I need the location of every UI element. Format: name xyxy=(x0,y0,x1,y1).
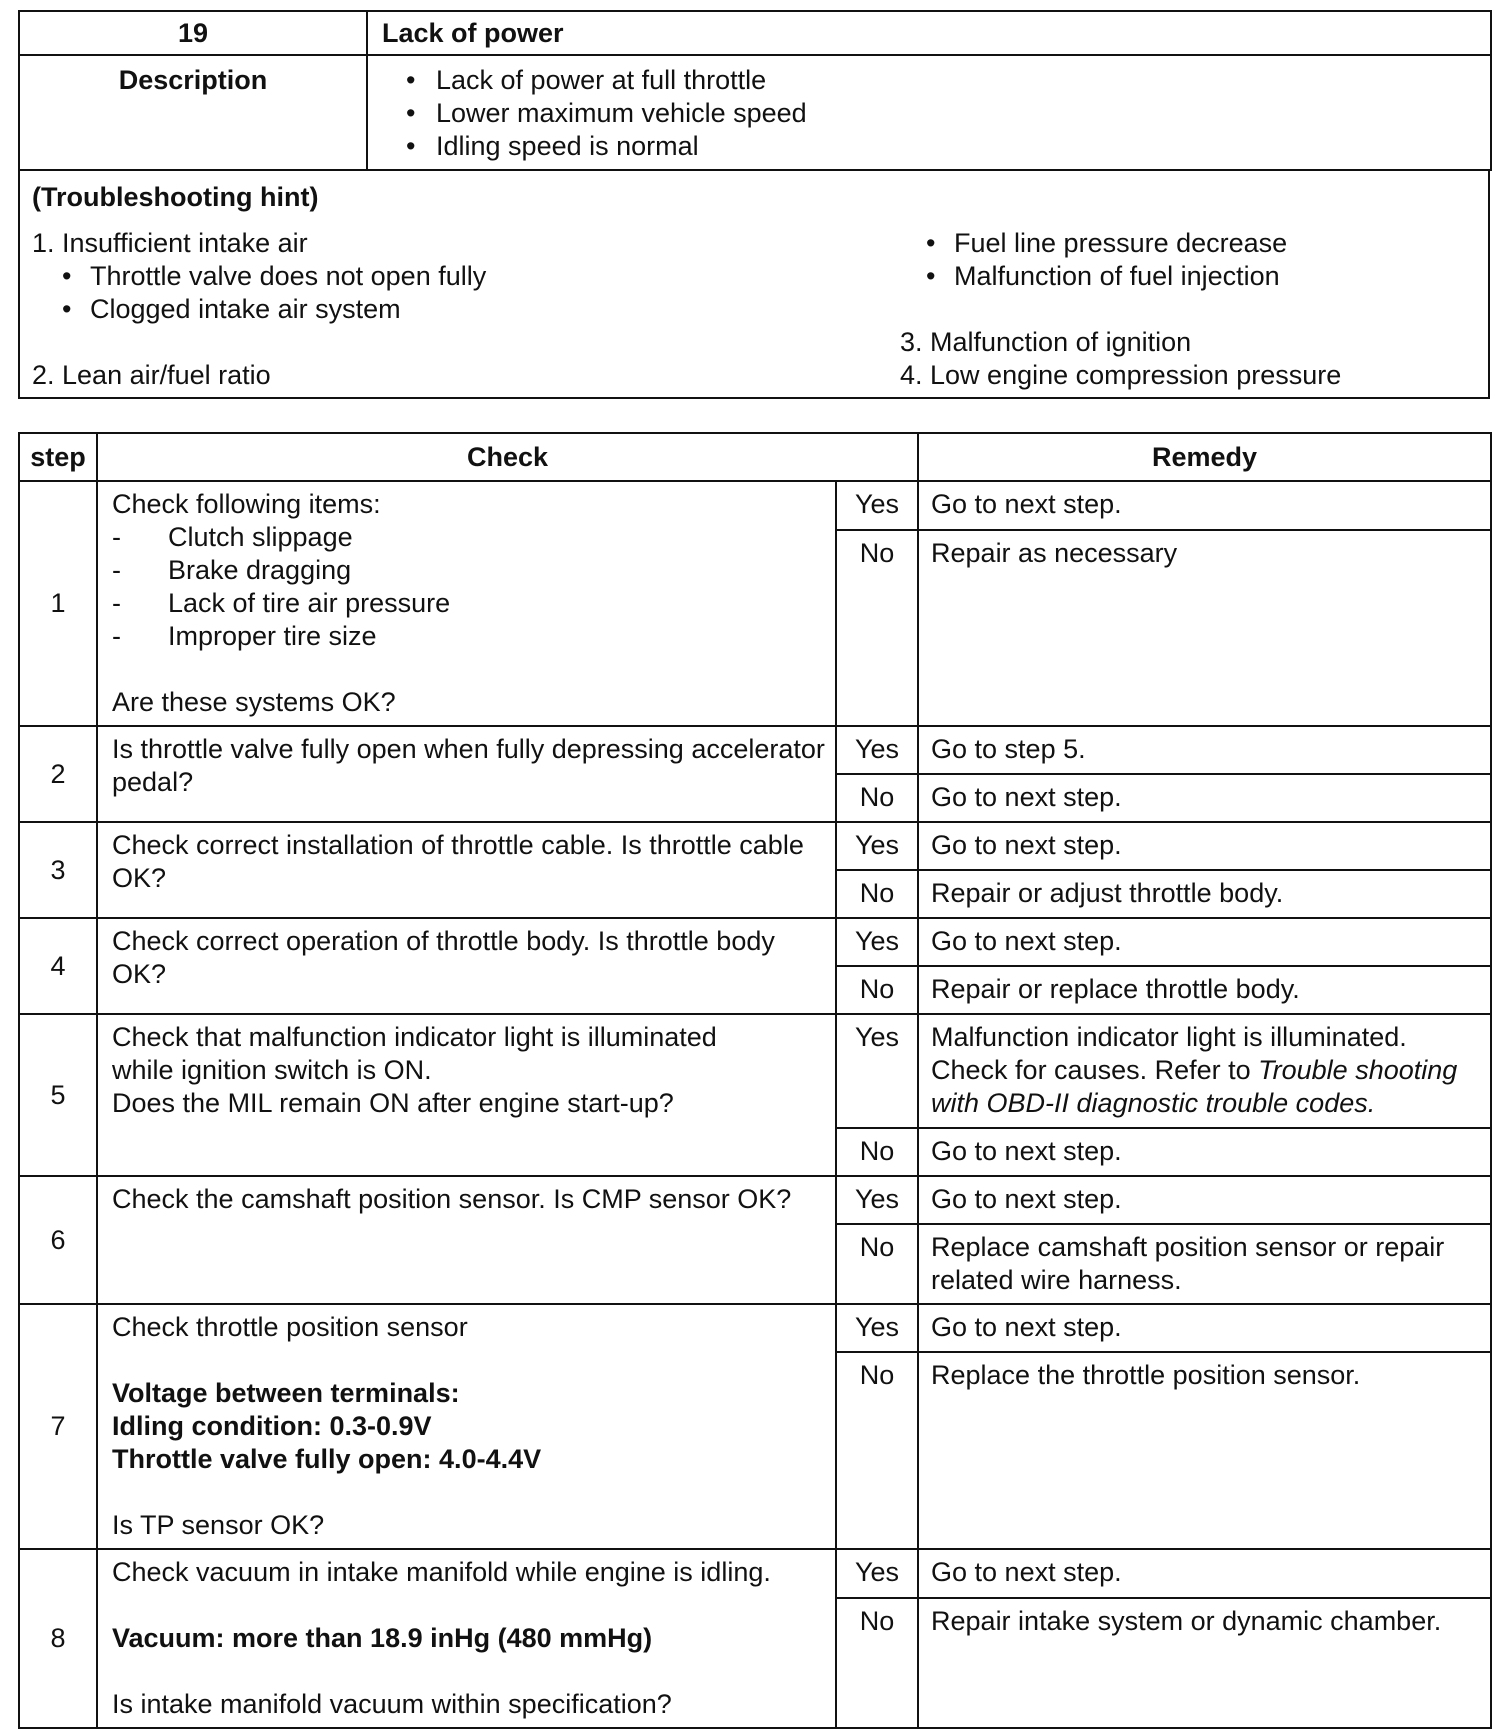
troubleshooting-hint xyxy=(18,171,1490,399)
check-list-item: - Improper tire size xyxy=(112,621,377,651)
no-label: No xyxy=(836,1224,918,1304)
spec-text: Voltage between terminals: xyxy=(112,1378,460,1408)
hint-item-4: 4. Low engine compression pressure xyxy=(900,360,1342,390)
table-row xyxy=(19,726,1491,774)
remedy-yes: Go to step 5. xyxy=(918,726,1491,774)
table-row xyxy=(19,1014,1491,1128)
symptom-title: Lack of power xyxy=(367,11,1491,55)
description-cell xyxy=(367,55,1491,170)
remedy-no: Repair intake system or dynamic chamber. xyxy=(918,1598,1491,1728)
remedy-yes: Go to next step. xyxy=(918,1549,1491,1598)
hint-item-2: 2. Lean air/fuel ratio xyxy=(32,360,271,390)
check-cell: Is throttle valve fully open when fully depressing accelerator pedal? xyxy=(97,726,836,822)
check-text: Check that malfunction indicator light is illuminated xyxy=(112,1022,717,1052)
step-number: 4 xyxy=(19,918,97,1014)
no-label: No xyxy=(836,774,918,822)
symptom-header-table xyxy=(18,10,1492,171)
no-label: No xyxy=(836,1598,918,1728)
no-label: No xyxy=(836,1128,918,1176)
page xyxy=(18,10,1490,1719)
remedy-no: Go to next step. xyxy=(918,1128,1491,1176)
remedy-no: Repair as necessary xyxy=(918,530,1491,726)
step-number: 7 xyxy=(19,1304,97,1549)
step-number: 6 xyxy=(19,1176,97,1304)
check-text: Check following items: xyxy=(112,489,381,519)
hint-item-3: 3. Malfunction of ignition xyxy=(900,327,1192,357)
check-text: Check vacuum in intake manifold while engine is idling. xyxy=(112,1557,771,1587)
check-list-item: - Brake dragging xyxy=(112,555,352,585)
table-row xyxy=(19,481,1491,530)
description-item: • Lack of power at full throttle xyxy=(406,64,1490,97)
step-number: 8 xyxy=(19,1549,97,1728)
check-question: Is intake manifold vacuum within specification? xyxy=(112,1689,672,1719)
no-label: No xyxy=(836,966,918,1014)
remedy-no: Replace camshaft position sensor or repair related wire harness. xyxy=(918,1224,1491,1304)
spec-text: Throttle valve fully open: 4.0-4.4V xyxy=(112,1444,542,1474)
remedy-yes: Go to next step. xyxy=(918,1304,1491,1352)
yes-label: Yes xyxy=(836,822,918,870)
no-label: No xyxy=(836,1352,918,1549)
check-cell xyxy=(97,1014,836,1176)
remedy-yes: Go to next step. xyxy=(918,918,1491,966)
check-cell: Check correct operation of throttle body. Is throttle body OK? xyxy=(97,918,836,1014)
step-column-header: step xyxy=(19,433,97,481)
check-text: while ignition switch is ON. xyxy=(112,1055,432,1085)
yes-label: Yes xyxy=(836,1176,918,1224)
table-row xyxy=(19,1549,1491,1598)
check-text: Check throttle position sensor xyxy=(112,1312,468,1342)
remedy-no: Repair or adjust throttle body. xyxy=(918,870,1491,918)
check-cell: Check the camshaft position sensor. Is CMP sensor OK? xyxy=(97,1176,836,1304)
check-cell: Check correct installation of throttle cable. Is throttle cable OK? xyxy=(97,822,836,918)
check-column-header: Check xyxy=(97,433,918,481)
check-question: Is TP sensor OK? xyxy=(112,1510,325,1540)
remedy-yes: Go to next step. xyxy=(918,1176,1491,1224)
description-label: Description xyxy=(19,55,367,170)
remedy-no: Replace the throttle position sensor. xyxy=(918,1352,1491,1549)
check-list-item: - Lack of tire air pressure xyxy=(112,588,451,618)
hint-item-2-sub: • Fuel line pressure decrease xyxy=(926,227,1287,260)
table-row xyxy=(19,1304,1491,1352)
description-item: • Idling speed is normal xyxy=(406,130,1490,163)
hint-item-1: 1. Insufficient intake air xyxy=(32,228,308,258)
table-row xyxy=(19,918,1491,966)
check-cell xyxy=(97,481,836,726)
table-row xyxy=(19,822,1491,870)
remedy-yes: Malfunction indicator light is illuminated. Check for causes. Refer to Trouble shooting with OBD-II diagnostic trouble codes. xyxy=(918,1014,1491,1128)
remedy-no: Repair or replace throttle body. xyxy=(918,966,1491,1014)
yes-label: Yes xyxy=(836,1014,918,1128)
remedy-no: Go to next step. xyxy=(918,774,1491,822)
check-question: Does the MIL remain ON after engine start-up? xyxy=(112,1088,674,1118)
hint-item-1-sub: • Clogged intake air system xyxy=(62,293,401,326)
no-label: No xyxy=(836,530,918,726)
description-list xyxy=(368,56,1490,167)
check-cell xyxy=(97,1549,836,1728)
symptom-number: 19 xyxy=(19,11,367,55)
step-number: 5 xyxy=(19,1014,97,1176)
hint-title: (Troubleshooting hint) xyxy=(32,182,319,212)
check-cell xyxy=(97,1304,836,1549)
yes-label: Yes xyxy=(836,481,918,530)
hint-item-1-sub: • Throttle valve does not open fully xyxy=(62,260,486,293)
spec-text: Vacuum: more than 18.9 inHg (480 mmHg) xyxy=(112,1623,653,1653)
yes-label: Yes xyxy=(836,918,918,966)
check-question: Are these systems OK? xyxy=(112,687,396,717)
step-number: 1 xyxy=(19,481,97,726)
remedy-yes: Go to next step. xyxy=(918,822,1491,870)
description-item: • Lower maximum vehicle speed xyxy=(406,97,1490,130)
check-list-item: - Clutch slippage xyxy=(112,522,353,552)
yes-label: Yes xyxy=(836,1549,918,1598)
remedy-column-header: Remedy xyxy=(918,433,1491,481)
hint-item-2-sub: • Malfunction of fuel injection xyxy=(926,260,1280,293)
step-number: 3 xyxy=(19,822,97,918)
table-header-row xyxy=(19,433,1491,481)
no-label: No xyxy=(836,870,918,918)
step-number: 2 xyxy=(19,726,97,822)
yes-label: Yes xyxy=(836,1304,918,1352)
spec-text: Idling condition: 0.3-0.9V xyxy=(112,1411,432,1441)
remedy-yes: Go to next step. xyxy=(918,481,1491,530)
diagnosis-table xyxy=(18,432,1492,1729)
yes-label: Yes xyxy=(836,726,918,774)
table-row xyxy=(19,1176,1491,1224)
obd-reference-link: Trouble shooting with OBD-II diagnostic trouble codes. xyxy=(931,1055,1458,1118)
